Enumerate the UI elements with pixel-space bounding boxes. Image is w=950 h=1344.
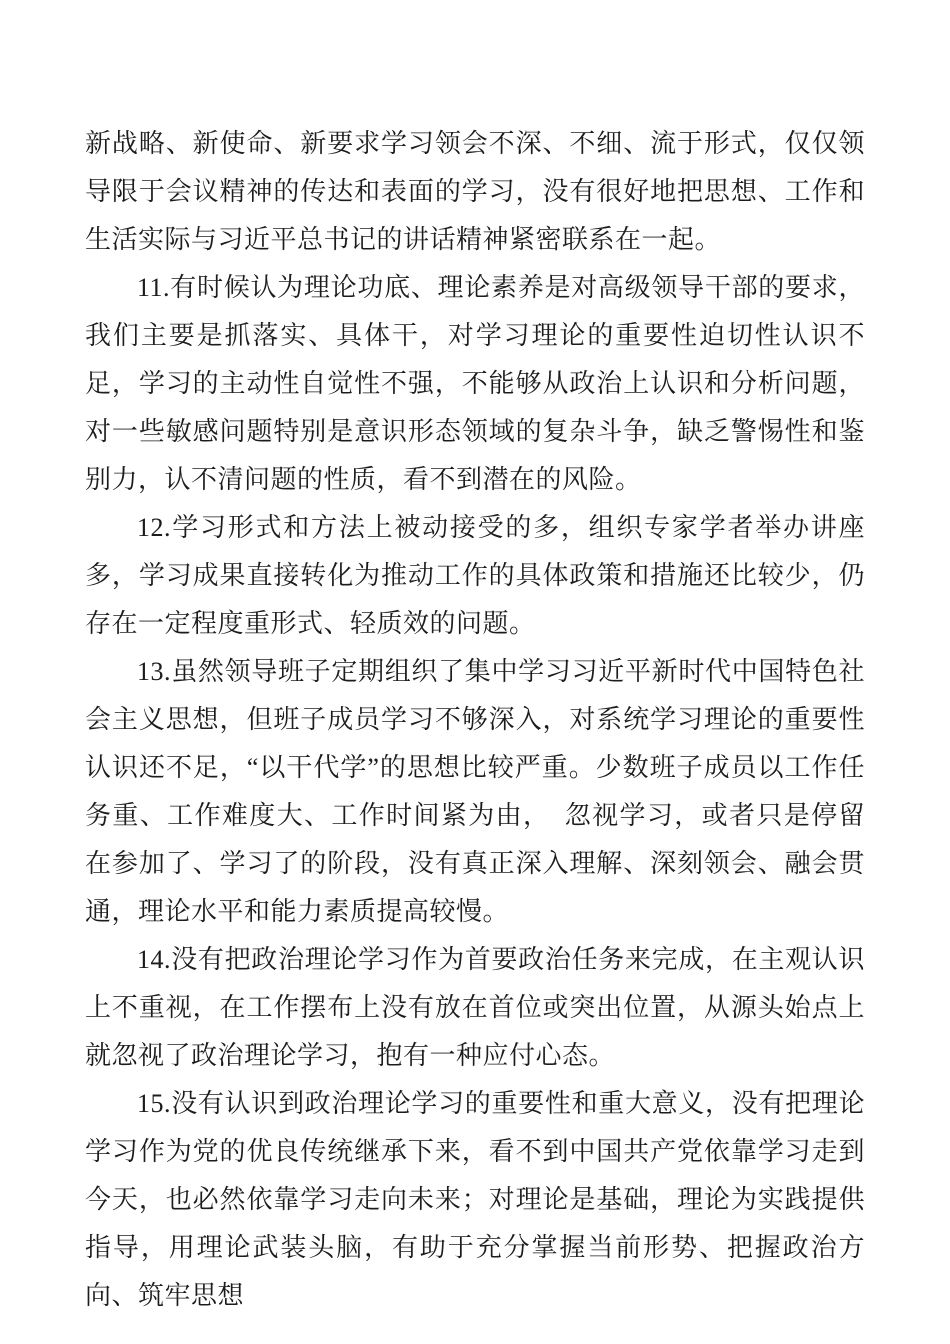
paragraph-item-14: 14.没有把政治理论学习作为首要政治任务来完成，在主观认识上不重视，在工作摆布上没有放在首位或突出位置，从源头始点上就忽视了政治理论学习，抱有一种应付心态。 [85,945,865,1070]
paragraph-item-15: 15.没有认识到政治理论学习的重要性和重大意义，没有把理论学习作为党的优良传统继承下来，看不到中国共产党依靠学习走到今天，也必然依靠学习走向未来；对理论是基础，理论为实践提供指导，用理论武装头脑，有助于充分掌握当前形势、把握政治方向、筑牢思想 [85,1089,865,1310]
paragraph-continuation: 新战略、新使命、新要求学习领会不深、不细、流于形式，仅仅领导限于会议精神的传达和表面的学习，没有很好地把思想、工作和生活实际与习近平总书记的讲话精神紧密联系在一起。 [85,129,865,254]
paragraph-item-12: 12.学习形式和方法上被动接受的多，组织专家学者举办讲座多，学习成果直接转化为推动工作的具体政策和措施还比较少，仍存在一定程度重形式、轻质效的问题。 [85,513,865,638]
paragraph-item-11: 11.有时候认为理论功底、理论素养是对高级领导干部的要求，我们主要是抓落实、具体干，对学习理论的重要性迫切性认识不足，学习的主动性自觉性不强，不能够从政治上认识和分析问题，对一些敏感问题特别是意识形态领域的复杂斗争，缺乏警惕性和鉴别力，认不清问题的性质，看不到潜在的风险。 [85,273,865,494]
paragraph-item-13: 13.虽然领导班子定期组织了集中学习习近平新时代中国特色社会主义思想，但班子成员学习不够深入，对系统学习理论的重要性认识还不足，“以干代学”的思想比较严重。少数班子成员以工作任务重、工作难度大、工作时间紧为由， 忽视学习，或者只是停留在参加了、学习了的阶段，没有真正深入理解、深刻领会、融会贯通，理论水平和能力素质提高较慢。 [85,657,865,926]
document-body [85,120,865,1320]
